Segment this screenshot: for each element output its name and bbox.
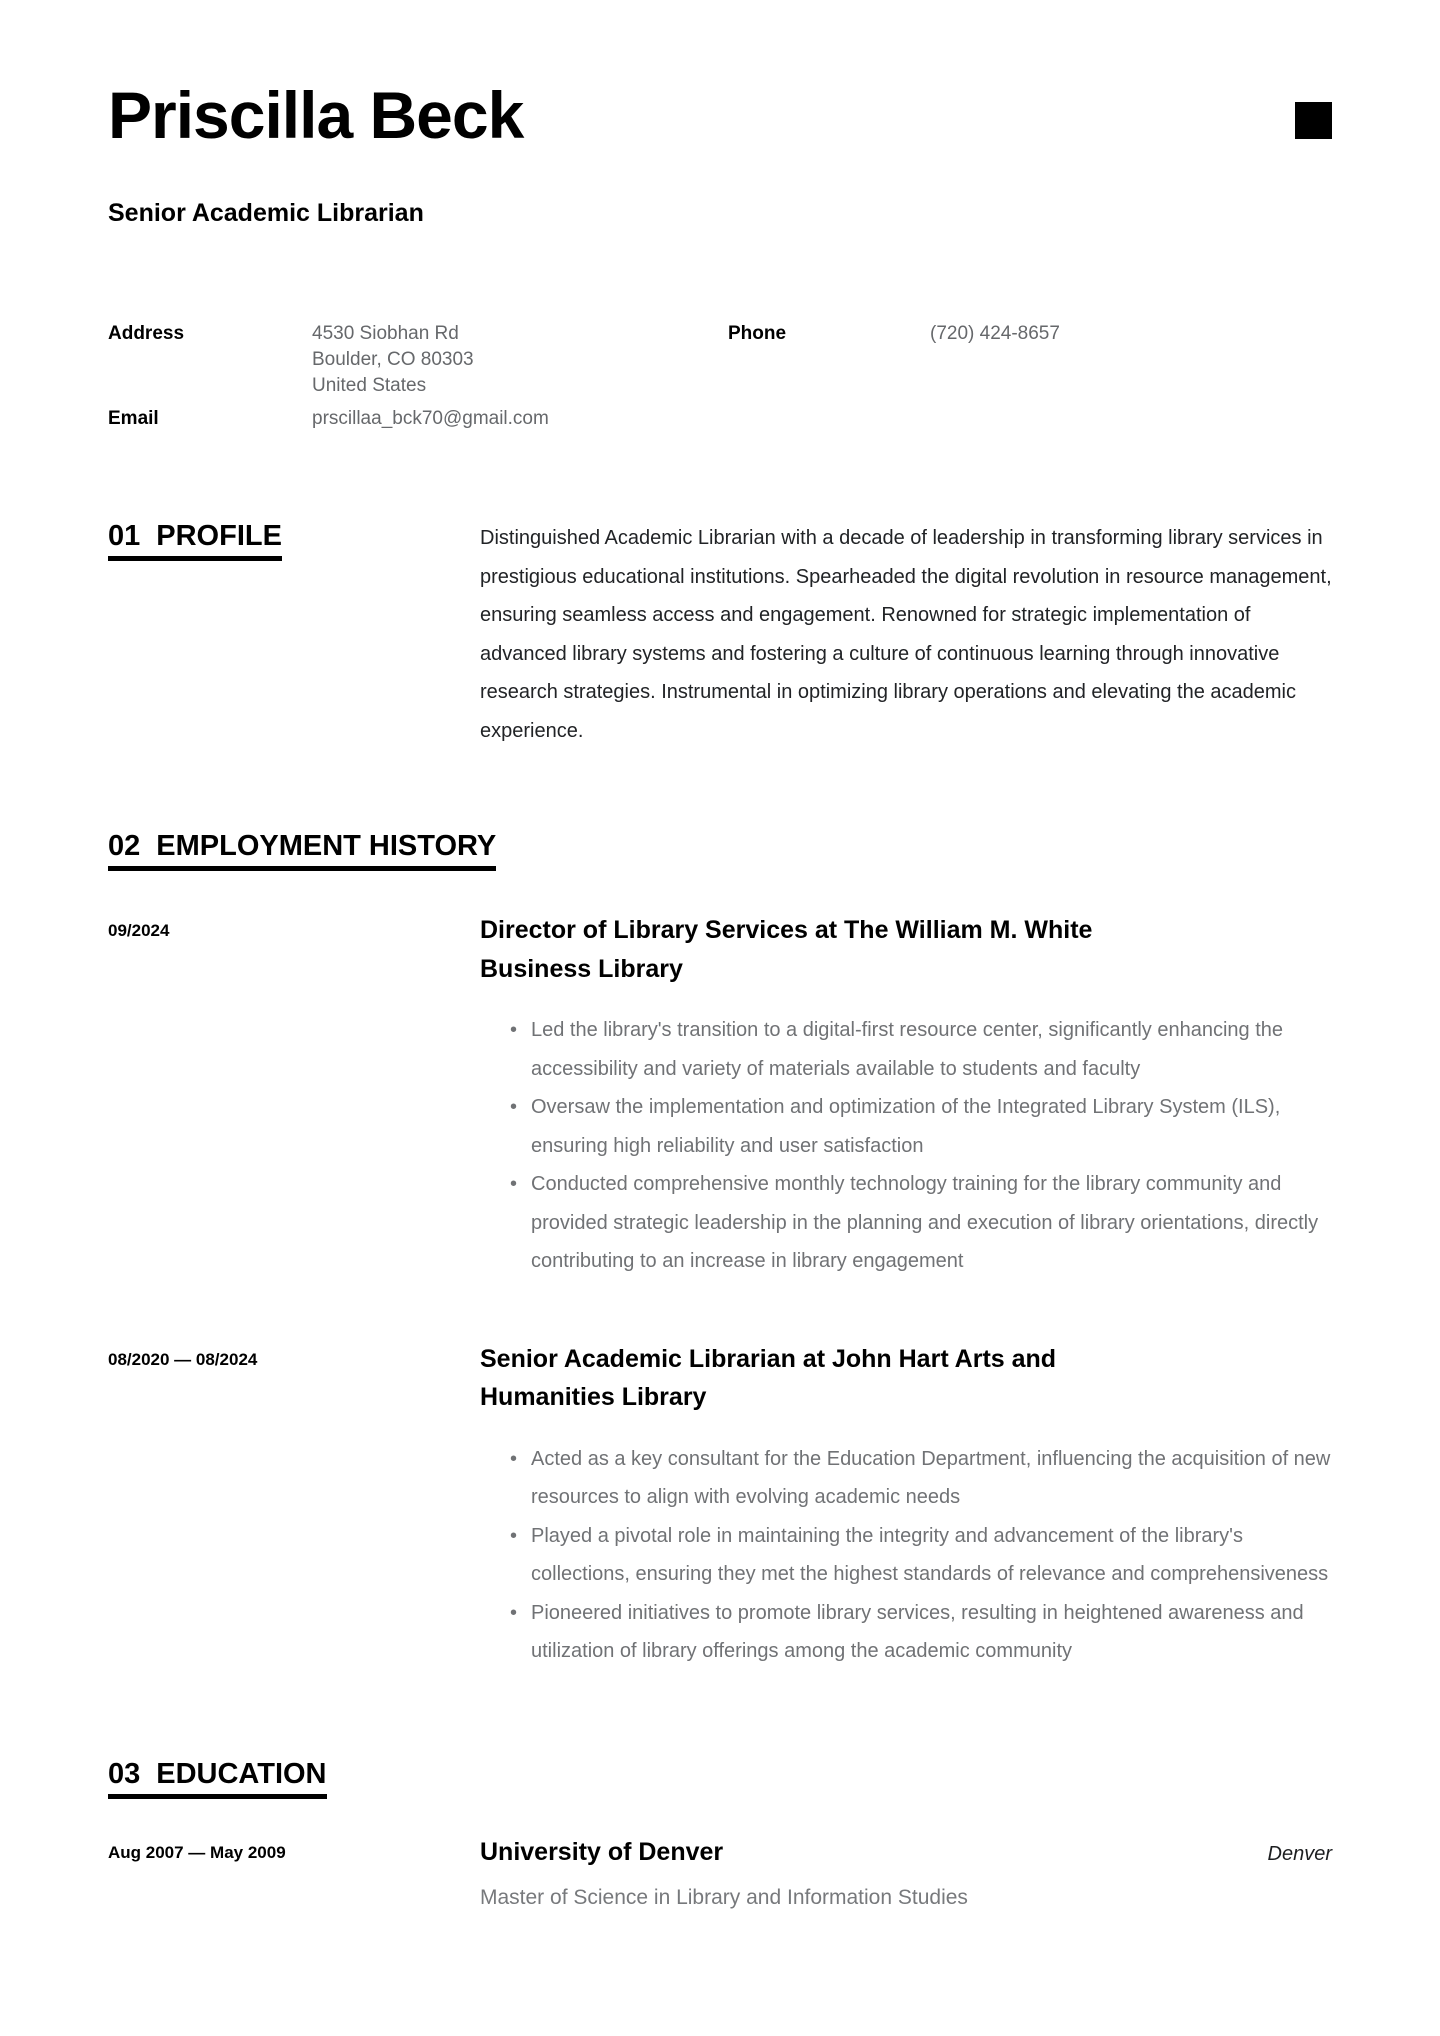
job-title: Senior Academic Librarian at John Hart Arts and Humanities Library bbox=[480, 1344, 1057, 1411]
address-line-2: Boulder, CO 80303 bbox=[312, 349, 474, 370]
job-bullet-list bbox=[480, 1440, 1332, 1671]
job-title: Director of Library Services at The William M. White Business Library bbox=[480, 916, 1093, 983]
education-degree: Master of Science in Library and Information Studies bbox=[480, 1886, 968, 1909]
black-square-icon bbox=[1295, 102, 1332, 139]
address-line-1: 4530 Siobhan Rd bbox=[312, 323, 459, 344]
profile-heading bbox=[108, 519, 282, 561]
education-section-title: EDUCATION bbox=[156, 1757, 327, 1790]
job-bullet: • Pioneered initiatives to promote library services, resulting in heightened awareness and utilization of library offerings among the academic community bbox=[480, 1594, 1332, 1671]
job-bullet-list bbox=[480, 1011, 1332, 1281]
education-section-number: 03 bbox=[108, 1757, 141, 1790]
profile-text: Distinguished Academic Librarian with a decade of leadership in transforming library services in prestigious educational institutions. Spearheaded the digital revolution in resource management, ensuring seamless access and engagement. Renowned for strategic implementation of advanced library systems and fostering a culture of continuous learning through innovative research strategies. Instrumental in optimizing library operations and elevating the academic experience. bbox=[480, 527, 1332, 742]
profile-section-number: 01 bbox=[108, 520, 141, 552]
phone-value: (720) 424-8657 bbox=[930, 323, 1060, 344]
employment-section-number: 02 bbox=[108, 830, 141, 862]
contact-block bbox=[108, 321, 1332, 432]
person-job-title: Senior Academic Librarian bbox=[108, 199, 424, 227]
header bbox=[108, 78, 1332, 152]
profile-section-title: PROFILE bbox=[156, 520, 282, 552]
job-bullet: • Led the library's transition to a digital-first resource center, significantly enhancing the accessibility and variety of materials available to students and faculty bbox=[480, 1011, 1332, 1088]
job-bullet: • Conducted comprehensive monthly technology training for the library community and provided strategic leadership in the planning and execution of library orientations, directly contributing to an increase in library engagement bbox=[480, 1165, 1332, 1281]
education-location: Denver bbox=[1267, 1842, 1332, 1865]
education-heading bbox=[108, 1757, 327, 1799]
job-entry bbox=[108, 911, 1332, 1281]
job-bullet: • Oversaw the implementation and optimization of the Integrated Library System (ILS), ensuring high reliability and user satisfaction bbox=[480, 1088, 1332, 1165]
section-education bbox=[108, 1757, 1332, 1912]
job-dates: 08/2020 — 08/2024 bbox=[108, 1349, 258, 1369]
education-entry bbox=[108, 1833, 1332, 1912]
person-name: Priscilla Beck bbox=[108, 78, 524, 152]
section-profile bbox=[108, 519, 1332, 750]
section-employment-history bbox=[108, 829, 1332, 1671]
job-entry bbox=[108, 1340, 1332, 1671]
job-bullet: • Acted as a key consultant for the Education Department, influencing the acquisition of new resources to align with evolving academic needs bbox=[480, 1440, 1332, 1517]
job-bullet: • Played a pivotal role in maintaining the integrity and advancement of the library's collections, ensuring they met the highest standards of relevance and comprehensiveness bbox=[480, 1517, 1332, 1594]
employment-heading bbox=[108, 829, 496, 871]
address-label: Address bbox=[108, 323, 185, 344]
education-school: University of Denver bbox=[480, 1837, 724, 1866]
job-dates: 09/2024 bbox=[108, 921, 170, 940]
email-label: Email bbox=[108, 408, 159, 429]
address-line-3: United States bbox=[312, 375, 427, 396]
phone-label: Phone bbox=[728, 323, 787, 344]
email-value: prscillaa_bck70@gmail.com bbox=[312, 408, 549, 429]
education-dates: Aug 2007 — May 2009 bbox=[108, 1842, 286, 1862]
employment-section-title: EMPLOYMENT HISTORY bbox=[156, 830, 497, 862]
address-value bbox=[312, 321, 728, 399]
